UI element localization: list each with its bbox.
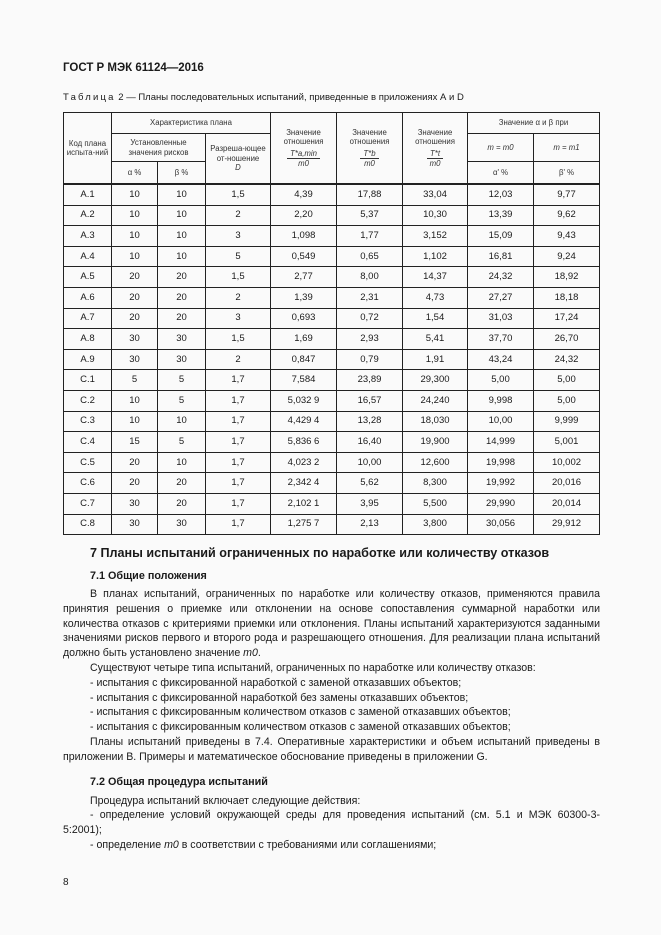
table-cell: 0,549: [271, 246, 337, 267]
table-cell: 20: [112, 452, 158, 473]
table-caption: [63, 92, 600, 104]
table-cell: 10,002: [534, 452, 600, 473]
table-cell: 5: [158, 390, 206, 411]
table-cell: 24,240: [403, 390, 468, 411]
header-m-eq-m1: [534, 134, 600, 162]
table-cell: 29,912: [534, 514, 600, 535]
table-cell: 20,016: [534, 473, 600, 494]
table-cell: 24,32: [534, 349, 600, 370]
table-cell: C.4: [64, 432, 112, 453]
table-cell: 2,77: [271, 267, 337, 288]
header-plan-characteristics: Характеристика плана: [112, 113, 271, 134]
table-cell: A.7: [64, 308, 112, 329]
table-cell: 10,00: [337, 452, 403, 473]
header-ratio-b: [337, 113, 403, 185]
section-7-1-body: [63, 587, 600, 765]
table-cell: 5,032 9: [271, 390, 337, 411]
table-row: [64, 514, 600, 535]
resolving-label: Разреша-ющее от-ношение: [210, 144, 266, 163]
table-cell: 0,72: [337, 308, 403, 329]
table-cell: 0,65: [337, 246, 403, 267]
table-cell: 18,18: [534, 287, 600, 308]
table-cell: 20: [112, 287, 158, 308]
section-7-2-title: 7.2 Общая процедура испытаний: [90, 775, 268, 788]
table-cell: 0,693: [271, 308, 337, 329]
table-cell: 20: [112, 267, 158, 288]
ratio-label: Значение отношения: [349, 127, 390, 146]
ratio-numerator: T*a,min: [287, 149, 320, 160]
symbol-m0: m0: [164, 839, 179, 852]
table-cell: 1,102: [403, 246, 468, 267]
table-cell: 1,098: [271, 226, 337, 247]
table-cell: C.8: [64, 514, 112, 535]
table-cell: 1,7: [206, 452, 271, 473]
table-cell: 20: [112, 473, 158, 494]
table-row: [64, 432, 600, 453]
table-cell: 10,00: [468, 411, 534, 432]
table-cell: 10: [158, 226, 206, 247]
table-cell: 30: [112, 349, 158, 370]
table-cell: 2,93: [337, 329, 403, 350]
list-item: - испытания с фиксированной наработкой с заменой отказавших объектов;: [90, 676, 462, 689]
table-cell: 24,32: [468, 267, 534, 288]
table-cell: C.3: [64, 411, 112, 432]
table-cell: 10: [158, 205, 206, 226]
table-cell: A.3: [64, 226, 112, 247]
table-cell: A.6: [64, 287, 112, 308]
table-cell: 15: [112, 432, 158, 453]
paragraph: Планы испытаний приведены в 7.4. Оперативные характеристики и объем испытаний приведены в приложении В. Примеры и математическое обоснование приведены в приложении G.: [63, 736, 600, 763]
table-cell: 5,500: [403, 493, 468, 514]
table-cell: 2,20: [271, 205, 337, 226]
table-cell: 9,62: [534, 205, 600, 226]
table-cell: 1,54: [403, 308, 468, 329]
table-cell: 2: [206, 349, 271, 370]
paragraph-end: .: [257, 647, 261, 660]
table-cell: 10: [158, 184, 206, 205]
header-beta: β %: [158, 162, 206, 185]
table-cell: 17,24: [534, 308, 600, 329]
header-alpha: α %: [112, 162, 158, 185]
table-cell: 14,999: [468, 432, 534, 453]
table-cell: 1,7: [206, 473, 271, 494]
table-cell: 5,00: [534, 370, 600, 391]
table-cell: C.1: [64, 370, 112, 391]
table-row: [64, 308, 600, 329]
section-7-1-title: 7.1 Общие положения: [90, 570, 207, 583]
table-cell: 1,7: [206, 493, 271, 514]
table-cell: 5,00: [468, 370, 534, 391]
list-item: - испытания с фиксированным количеством отказов с заменой отказавших объектов;: [90, 721, 511, 734]
table-cell: A.9: [64, 349, 112, 370]
list-item: - определение условий окружающей среды для проведения испытаний (см. 5.1 и МЭК 60300-3-5:2001);: [63, 809, 600, 837]
table-row: [64, 287, 600, 308]
table-cell: 5,001: [534, 432, 600, 453]
ratio-label: Значение отношения: [283, 127, 324, 146]
table-cell: 26,70: [534, 329, 600, 350]
table-row: [64, 329, 600, 350]
header-risks: Установленные значения рисков: [112, 134, 206, 162]
table-cell: 1,5: [206, 184, 271, 205]
table-cell: 8,00: [337, 267, 403, 288]
table-cell: 1,7: [206, 411, 271, 432]
table-cell: 13,28: [337, 411, 403, 432]
table-cell: A.1: [64, 184, 112, 205]
table-cell: A.2: [64, 205, 112, 226]
table-cell: 1,7: [206, 432, 271, 453]
table-cell: 30: [158, 349, 206, 370]
table-cell: 1,69: [271, 329, 337, 350]
paragraph: [63, 587, 600, 661]
section-7-title: 7 Планы испытаний ограниченных по наработке или количеству отказов: [90, 546, 550, 561]
table-cell: 30: [158, 514, 206, 535]
table-row: [64, 411, 600, 432]
table-row: [64, 226, 600, 247]
ratio-denominator: m0: [364, 159, 375, 168]
table-cell: 29,990: [468, 493, 534, 514]
table-cell: 2: [206, 205, 271, 226]
table-caption-label: Таблица: [63, 92, 116, 103]
table-cell: 30: [158, 329, 206, 350]
table-cell: 2: [206, 287, 271, 308]
table-cell: C.6: [64, 473, 112, 494]
page-number: 8: [63, 876, 69, 888]
ratio-numerator: T*b: [360, 149, 378, 160]
table-cell: 19,900: [403, 432, 468, 453]
table-cell: 10: [112, 411, 158, 432]
table-cell: 5: [112, 370, 158, 391]
table-cell: 10: [112, 390, 158, 411]
table-cell: 2,102 1: [271, 493, 337, 514]
table-cell: 30: [112, 493, 158, 514]
table-cell: 10: [112, 184, 158, 205]
table-row: [64, 493, 600, 514]
table-cell: 30,056: [468, 514, 534, 535]
table-cell: 9,77: [534, 184, 600, 205]
table-cell: 12,600: [403, 452, 468, 473]
table-cell: 18,030: [403, 411, 468, 432]
m-eq-m1: m = m1: [553, 142, 580, 152]
paragraph: Процедура испытаний включает следующие действия:: [90, 794, 361, 807]
table-row: [64, 246, 600, 267]
table-cell: 37,70: [468, 329, 534, 350]
table-cell: 29,300: [403, 370, 468, 391]
table-cell: 1,275 7: [271, 514, 337, 535]
table-cell: C.7: [64, 493, 112, 514]
header-code: Код плана испыта-ний: [64, 113, 112, 185]
table-cell: 0,847: [271, 349, 337, 370]
header-beta-prime: β' %: [534, 162, 600, 185]
header-m-eq-m0: [468, 134, 534, 162]
list-item-text: - определение: [90, 839, 165, 852]
ratio-denominator: m0: [429, 159, 441, 168]
table-cell: 20: [158, 308, 206, 329]
list-item: - испытания с фиксированной наработкой без замены отказавших объектов;: [90, 691, 469, 704]
table-cell: 2,13: [337, 514, 403, 535]
paragraph-text: В планах испытаний, ограниченных по наработке или количеству отказов, применяются правила принятия решения о приемке или отклонении на основе сопоставления суммарной наработки или количества отказов с критериями приемки или отклонения. Планы испытаний характеризуются заданными значениями рисков первого и второго рода и разрешающего отношения. Для реализации плана испытаний должно быть установлено значение: [63, 588, 600, 660]
table-cell: 2,342 4: [271, 473, 337, 494]
table-cell: 5,37: [337, 205, 403, 226]
table-row: [64, 349, 600, 370]
table-cell: 9,999: [534, 411, 600, 432]
table-cell: 10: [112, 205, 158, 226]
table-cell: 10: [112, 226, 158, 247]
section-7-2-body: [63, 794, 600, 853]
table-cell: 1,91: [403, 349, 468, 370]
table-cell: 3,95: [337, 493, 403, 514]
table-cell: 1,5: [206, 329, 271, 350]
table-cell: 7,584: [271, 370, 337, 391]
table-cell: 12,03: [468, 184, 534, 205]
table-cell: 5: [158, 370, 206, 391]
table-cell: 9,24: [534, 246, 600, 267]
sequential-test-plans-table: [63, 112, 600, 535]
table-cell: 16,57: [337, 390, 403, 411]
table-cell: 1,39: [271, 287, 337, 308]
table-cell: C.5: [64, 452, 112, 473]
table-cell: 15,09: [468, 226, 534, 247]
document-header: ГОСТ Р МЭК 61124—2016: [63, 62, 204, 74]
table-cell: 20: [158, 493, 206, 514]
table-cell: 3: [206, 308, 271, 329]
table-cell: A.5: [64, 267, 112, 288]
table-cell: 1,77: [337, 226, 403, 247]
table-cell: 10,30: [403, 205, 468, 226]
ratio-numerator: T*t: [427, 149, 443, 160]
list-item-text: в соответствии с требованиями или соглашениями;: [178, 839, 437, 852]
table-cell: 3,800: [403, 514, 468, 535]
table-cell: 16,40: [337, 432, 403, 453]
table-cell: 20: [158, 267, 206, 288]
table-cell: 4,023 2: [271, 452, 337, 473]
resolving-symbol: D: [235, 163, 241, 173]
header-resolving-ratio: [206, 134, 271, 185]
table-cell: 2,31: [337, 287, 403, 308]
table-cell: A.4: [64, 246, 112, 267]
table-cell: 1,7: [206, 514, 271, 535]
table-cell: 1,7: [206, 370, 271, 391]
ratio-denominator: m0: [298, 159, 309, 168]
m-eq-m0: m = m0: [487, 142, 514, 152]
paragraph: Существуют четыре типа испытаний, ограниченных по наработке или количеству отказов:: [90, 662, 536, 675]
table-cell: 8,300: [403, 473, 468, 494]
table-cell: 0,79: [337, 349, 403, 370]
header-ratio-t: [403, 113, 468, 185]
table-cell: 23,89: [337, 370, 403, 391]
table-cell: 10: [112, 246, 158, 267]
table-cell: 5,00: [534, 390, 600, 411]
table-cell: 20: [158, 287, 206, 308]
ratio-label: Значение отношения: [415, 127, 455, 146]
table-cell: 10: [158, 411, 206, 432]
table-row: [64, 205, 600, 226]
table-cell: 9,998: [468, 390, 534, 411]
table-cell: 20: [158, 473, 206, 494]
table-cell: 5,41: [403, 329, 468, 350]
table-caption-text: 2 — Планы последовательных испытаний, приведенные в приложениях А и D: [115, 92, 464, 103]
table-row: [64, 473, 600, 494]
table-cell: 19,998: [468, 452, 534, 473]
table-cell: 20: [112, 308, 158, 329]
table-cell: 3: [206, 226, 271, 247]
table-cell: 30: [112, 514, 158, 535]
table-cell: C.2: [64, 390, 112, 411]
table-cell: 13,39: [468, 205, 534, 226]
table-row: [64, 390, 600, 411]
table-body: [64, 184, 600, 535]
table-cell: 5,836 6: [271, 432, 337, 453]
table-cell: 18,92: [534, 267, 600, 288]
table-row: [64, 370, 600, 391]
table-cell: 4,429 4: [271, 411, 337, 432]
table-cell: 5,62: [337, 473, 403, 494]
symbol-m0: m0: [243, 647, 258, 660]
table-row: [64, 452, 600, 473]
table-cell: 16,81: [468, 246, 534, 267]
table-cell: A.8: [64, 329, 112, 350]
table-cell: 43,24: [468, 349, 534, 370]
list-item: [63, 838, 600, 853]
table-cell: 27,27: [468, 287, 534, 308]
table-cell: 31,03: [468, 308, 534, 329]
header-alpha-beta-values: Значение α и β при: [468, 113, 600, 134]
table-cell: 14,37: [403, 267, 468, 288]
table-cell: 10: [158, 452, 206, 473]
table-cell: 10: [158, 246, 206, 267]
header-ratio-a-min: [271, 113, 337, 185]
table-cell: 4,73: [403, 287, 468, 308]
table-cell: 17,88: [337, 184, 403, 205]
table-cell: 5: [206, 246, 271, 267]
table-cell: 19,992: [468, 473, 534, 494]
table-cell: 3,152: [403, 226, 468, 247]
table-cell: 30: [112, 329, 158, 350]
table-cell: 5: [158, 432, 206, 453]
list-item: - испытания с фиксированным количеством отказов с заменой отказавших объектов;: [90, 706, 511, 719]
table-row: [64, 267, 600, 288]
table-cell: 1,5: [206, 267, 271, 288]
table-cell: 9,43: [534, 226, 600, 247]
table-cell: 20,014: [534, 493, 600, 514]
header-alpha-prime: α' %: [468, 162, 534, 185]
table-cell: 1,7: [206, 390, 271, 411]
table-cell: 4,39: [271, 184, 337, 205]
table-cell: 33,04: [403, 184, 468, 205]
table-row: [64, 184, 600, 205]
